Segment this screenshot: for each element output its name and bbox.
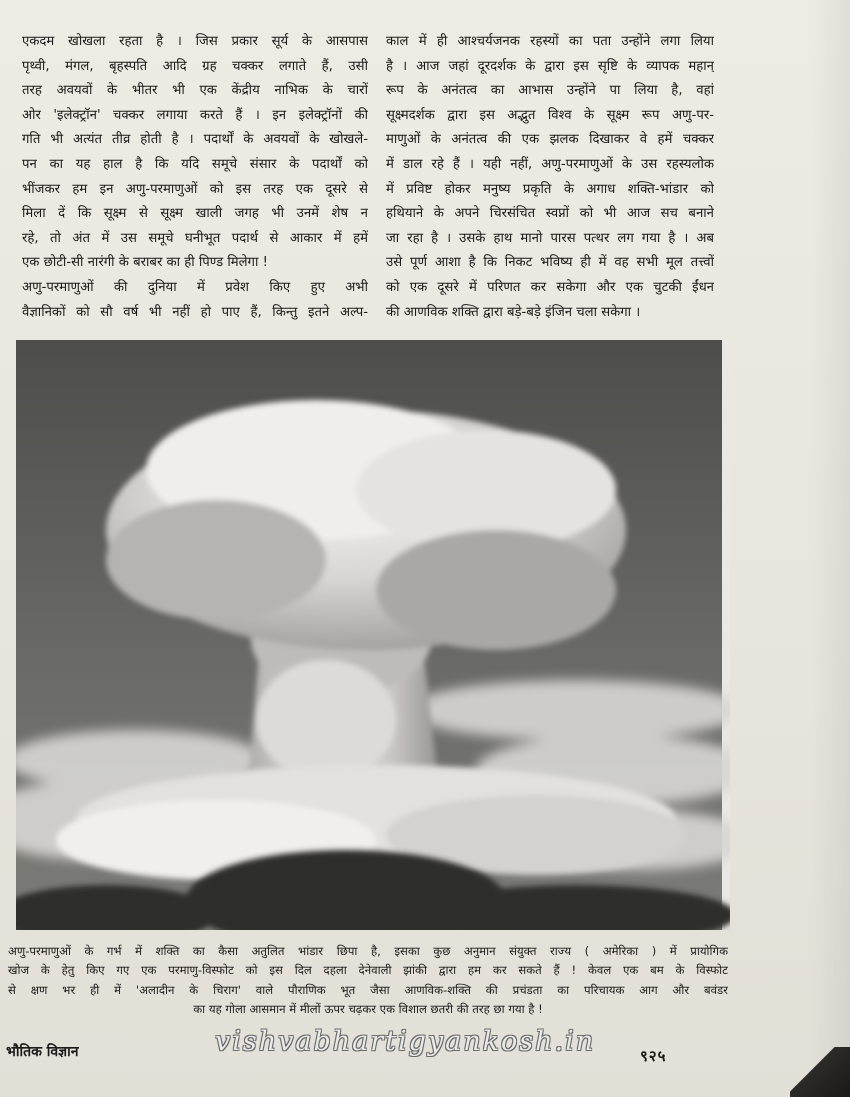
mushroom-cloud-illustration [16,340,730,930]
left-text-column [22,30,368,325]
right-text-column [386,30,714,325]
text-line: सूक्ष्मदर्शक द्वारा इस अद्भुत विश्व के सूक्ष्म रूप अणु-पर- [386,107,714,123]
page-number: ९२५ [640,1047,667,1065]
text-line: ओर 'इलेक्ट्रॉन' चक्कर लगाया करते हैं । इन इलेक्ट्रॉनों की [22,107,368,123]
caption-line: खोज के हेतु किए गए एक परमाणु-विस्फोट को इस दिल दहला देनेवाली झांकी द्वारा हम कर सकते हैं ! केवल एक बम के विस्फोट [8,963,728,978]
caption-line: से क्षण भर ही में 'अलादीन के चिराग' वाले पौराणिक भूत जैसा आणविक-शक्ति की प्रचंडता का परिचायक आग और बवंडर [8,982,728,997]
text-line: गति भी अत्यंत तीव्र होती है । पदार्थों के अवयवों के खोखले- [22,132,368,148]
watermark-text: vishvabhartigyankosh.in [215,1026,596,1057]
text-line: पृथ्वी, मंगल, बृहस्पति आदि ग्रह चक्कर लगाते हैं, उसी [22,58,368,74]
text-line: माणुओं के अनंतत्व की एक झलक दिखाकर वे हमें चक्कर [386,132,714,148]
text-line: रूप के अनंतत्व का आभास उन्होंने पा लिया है, वहां [386,83,714,99]
text-line: जा रहा है । उसके हाथ मानो पारस पत्थर लग गया है । अब [386,230,714,246]
caption-line: अणु-परमाणुओं के गर्भ में शक्ति का कैसा अतुलित भांडार छिपा है, इसका कुछ अनुमान संयुक्त राज्य ( अमेरिका ) में प्रायोगिक [8,944,728,958]
caption-line: का यह गोला आसमान में मीलों ऊपर चढ़कर एक विशाल छतरी की तरह छा गया है ! [193,1002,543,1017]
mushroom-cloud-photo [16,340,730,930]
text-line: भींजकर हम इन अणु-परमाणुओं को इस तरह एक दूसरे से [22,181,368,197]
text-line: वैज्ञानिकों को सौ वर्ष भी नहीं हो पाए हैं, किन्तु इतने अल्प- [22,304,368,320]
text-line: एकदम खोखला रहता है । जिस प्रकार सूर्य के आसपास [22,34,368,49]
book-title: भौतिक विज्ञान [6,1044,79,1060]
text-line: पन का यह हाल है कि यदि समूचे संसार के पदार्थों को [22,156,368,172]
photo-caption [8,942,728,1020]
text-line: रहे, तो अंत में उस समूचे घनीभूत पदार्थ से आकार में हमें [22,230,368,246]
text-line: में प्रविष्ट होकर मनुष्य प्रकृति के अगाध शक्ति-भांडार को [386,181,714,197]
text-line: में डाल रहे हैं । यही नहीं, अणु-परमाणुओं के उस रहस्यलोक [386,156,714,172]
text-line: मिला दें कि सूक्ष्म से सूक्ष्म खाली जगह भी उनमें शेष न [22,206,368,222]
text-line: को एक दूसरे में परिणत कर सकेगा और एक चुटकी ईंधन [386,279,714,295]
text-line: अणु-परमाणुओं की दुनिया में प्रवेश किए हुए अभी [22,279,368,295]
page-corner-shadow [790,1047,850,1097]
text-line: तरह अवयवों के भीतर भी एक केंद्रीय नाभिक के चारों [22,83,368,99]
text-line: है । आज जहां दूरदर्शक के द्वारा इस सृष्टि के व्यापक महान् [386,58,714,74]
text-line: काल में ही आश्चर्यजनक रहस्यों का पता उन्होंने लगा लिया [386,34,714,49]
text-line: उसे पूर्ण आशा है कि निकट भविष्य ही में वह सभी मूल तत्त्वों [386,255,714,271]
text-line: हथियाने के अपने चिरसंचित स्वप्नों को भी आज सच बनाने [386,206,714,222]
page-edge-shadow [810,0,850,1097]
text-line: की आणविक शक्ति द्वारा बड़े-बड़े इंजिन चला सकेगा । [386,304,641,320]
text-line: एक छोटी-सी नारंगी के बराबर का ही पिण्ड मिलेगा ! [22,255,268,271]
